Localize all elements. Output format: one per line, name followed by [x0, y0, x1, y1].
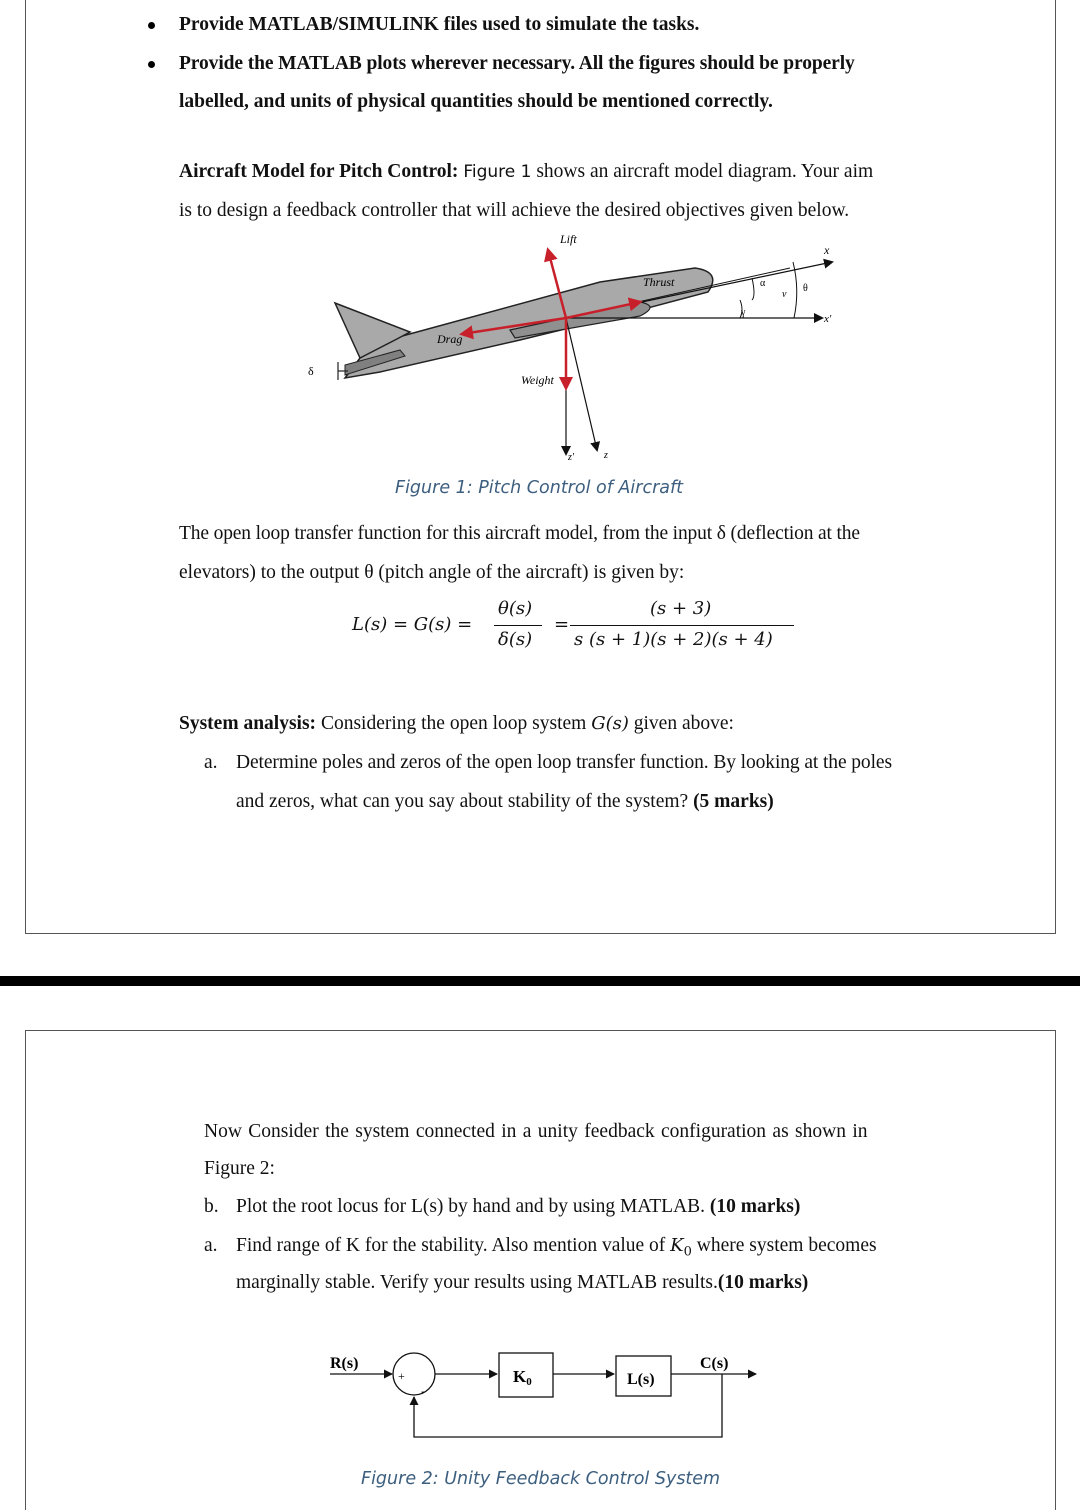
aircraft-paragraph-line2: is to design a feedback controller that will achieve the desired objectives given below. — [179, 200, 850, 221]
label-lift: Lift — [560, 232, 577, 246]
bullet-2-line1: Provide the MATLAB plots wherever necessary. All the figures should be properly — [179, 53, 855, 74]
part2-item-a-line1-pre: Find range of K for the stability. Also mention value of — [236, 1235, 666, 1256]
analysis-intro-math: G(s) — [591, 713, 629, 734]
figure1-caption: Figure 1: Pitch Control of Aircraft — [395, 478, 684, 498]
label-plus: + — [398, 1369, 405, 1383]
label-v: v — [782, 289, 787, 300]
equation-num2: (s + 3) — [650, 598, 712, 619]
part2-item-a-line1-post: where system becomes — [696, 1235, 877, 1256]
bullet-2-line2: labelled, and units of physical quantities should be mentioned correctly. — [179, 91, 773, 112]
label-l: L(s) — [627, 1371, 655, 1388]
aircraft-line1-rest: shows an aircraft model diagram. Your aim — [536, 161, 874, 182]
part2-line1: Now Consider the system connected in a unity feedback configuration as shown in — [204, 1121, 868, 1142]
analysis-item-a-marks: (5 marks) — [693, 791, 774, 812]
label-gamma: γ — [741, 307, 746, 318]
equation-num1: θ(s) — [498, 598, 533, 619]
part2-item-a-k: $K_0$ — [670, 1235, 692, 1260]
analysis-item-a-line2-text: and zeros, what can you say about stability of the system? — [236, 791, 689, 812]
part2-item-a-letter: a. — [204, 1235, 218, 1256]
analysis-item-a-letter: a. — [204, 752, 218, 773]
label-z-prime: z' — [568, 452, 575, 463]
part2-item-b-text: Plot the root locus for L(s) by hand and by using MATLAB. — [236, 1196, 706, 1217]
transfer-line2: elevators) to the output θ (pitch angle of the aircraft) is given by: — [179, 562, 685, 583]
label-drag: Drag — [437, 332, 463, 346]
part2-line2: Figure 2: — [204, 1158, 275, 1179]
analysis-intro-text: Considering the open loop system — [320, 713, 587, 734]
figure2-caption: Figure 2: Unity Feedback Control System — [361, 1469, 721, 1489]
label-thrust: Thrust — [643, 275, 675, 289]
analysis-item-a-line1: Determine poles and zeros of the open loop transfer function. By looking at the poles — [236, 752, 892, 773]
transfer-line1: The open loop transfer function for this aircraft model, from the input δ (deflection at the — [179, 523, 860, 544]
label-x-prime: x' — [824, 313, 832, 325]
label-delta: δ — [308, 364, 314, 378]
equation-den1: δ(s) — [498, 629, 533, 650]
label-k0: K0 — [513, 1367, 532, 1388]
label-r: R(s) — [330, 1355, 359, 1372]
part2-item-b-marks: (10 marks) — [709, 1196, 801, 1217]
figure1-ref: Figure 1 — [463, 162, 532, 182]
aircraft-heading: Aircraft Model for Pitch Control: — [179, 161, 459, 182]
label-theta: θ — [803, 283, 808, 294]
equation-eq: = — [554, 614, 570, 635]
analysis-intro-end: given above: — [633, 713, 734, 734]
bullet-1: Provide MATLAB/SIMULINK files used to simulate the tasks. — [179, 14, 700, 35]
label-alpha: α — [760, 278, 766, 289]
equation-den2: s (s + 1)(s + 2)(s + 4) — [574, 629, 773, 650]
label-weight: Weight — [521, 373, 554, 387]
label-minus: - — [421, 1384, 425, 1398]
label-z: z — [604, 450, 608, 461]
part2-item-a-marks: (10 marks) — [717, 1272, 809, 1293]
label-x: x — [824, 243, 830, 257]
analysis-heading: System analysis: — [179, 713, 317, 734]
part2-item-b-letter: b. — [204, 1196, 219, 1217]
equation-lhs: L(s) = G(s) = — [352, 614, 473, 635]
part2-item-a-line2-text: marginally stable. Verify your results using MATLAB results. — [236, 1272, 718, 1293]
label-c: C(s) — [700, 1355, 729, 1372]
